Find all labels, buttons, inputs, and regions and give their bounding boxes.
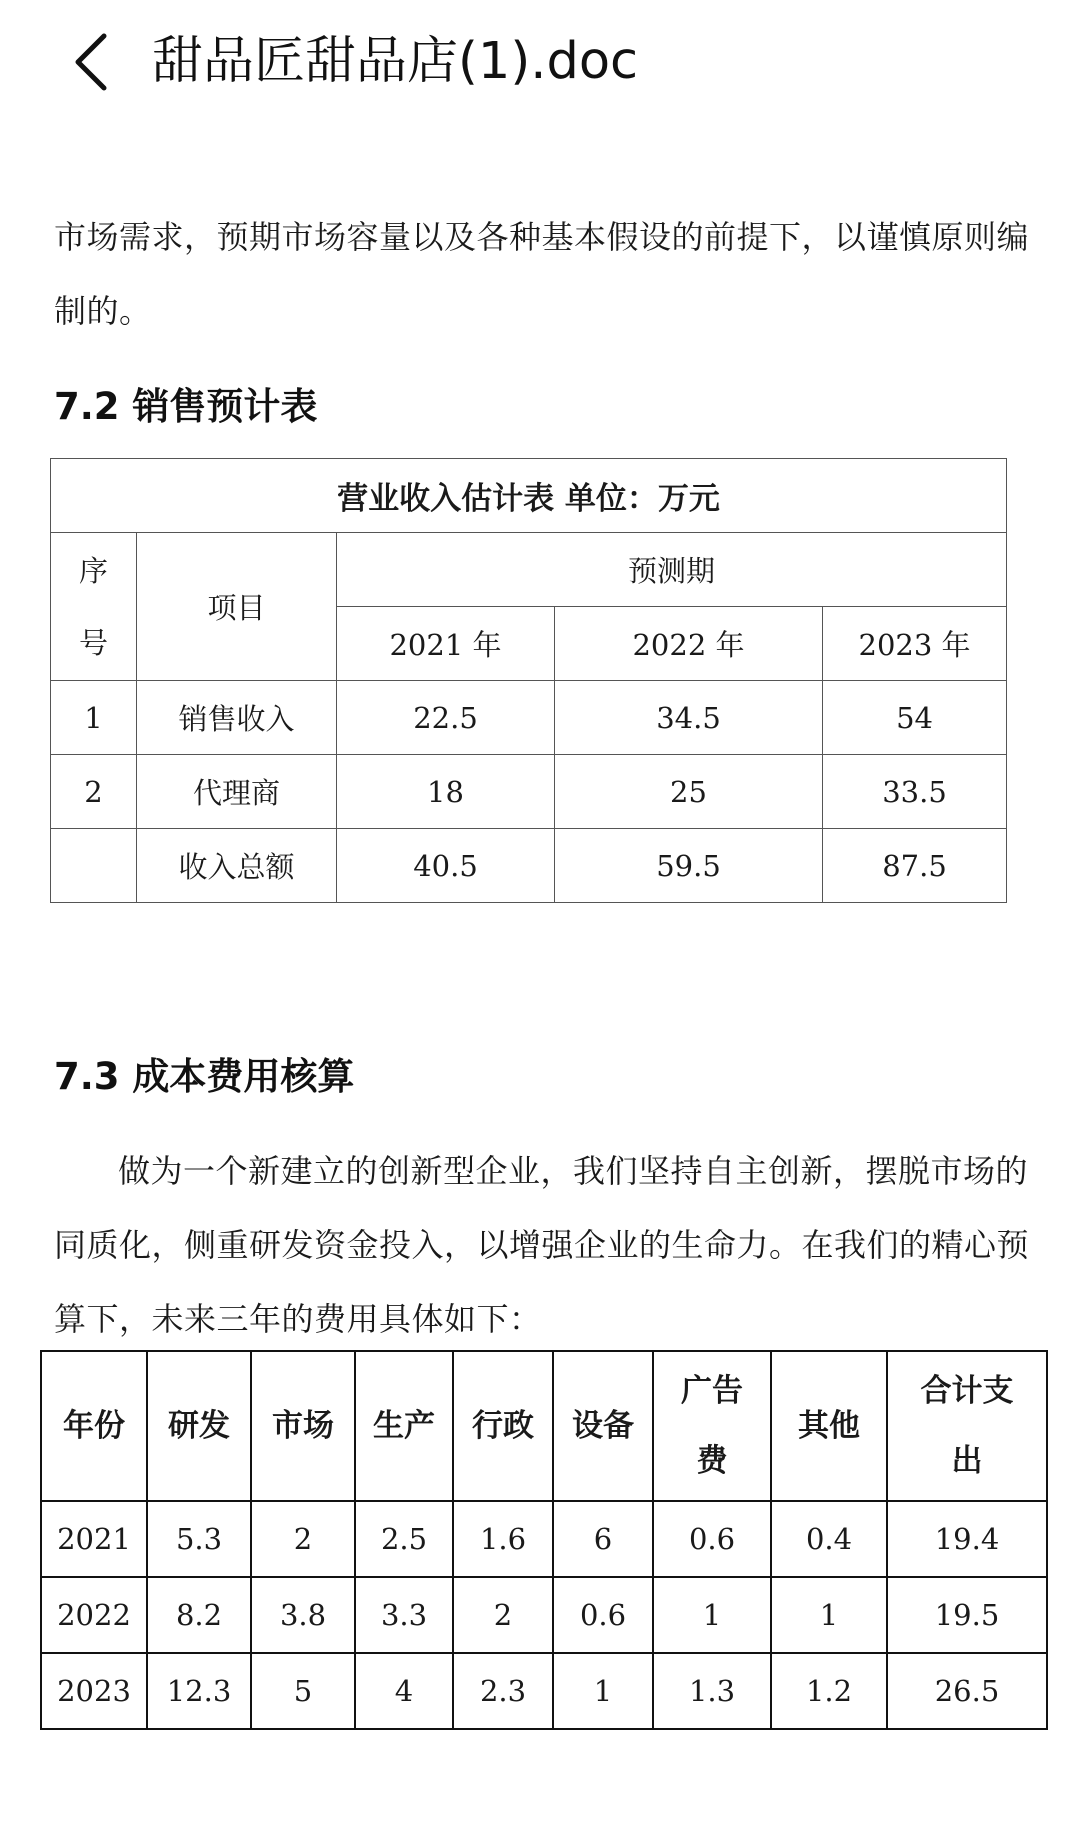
cell: 2 xyxy=(453,1577,553,1653)
header-cell: 其他 xyxy=(771,1351,887,1501)
header-cell: 设备 xyxy=(553,1351,653,1501)
cell: 1 xyxy=(771,1577,887,1653)
header-cell-text: 合计支出 xyxy=(920,1373,1014,1479)
value-cell: 87.5 xyxy=(823,829,1007,903)
cell: 1 xyxy=(553,1653,653,1729)
cell: 5.3 xyxy=(147,1501,251,1577)
seq-cell: 1 xyxy=(51,681,137,755)
year-header: 2021 年 xyxy=(337,607,555,681)
cell: 1.3 xyxy=(653,1653,771,1729)
item-cell: 收入总额 xyxy=(137,829,337,903)
cell: 19.4 xyxy=(887,1501,1047,1577)
cell: 2 xyxy=(251,1501,355,1577)
cell: 2021 xyxy=(41,1501,147,1577)
period-header: 预测期 xyxy=(337,533,1007,607)
section-heading-7-2: 7.2 销售预计表 xyxy=(54,385,318,428)
item-cell: 代理商 xyxy=(137,755,337,829)
section-heading-7-3: 7.3 成本费用核算 xyxy=(54,1055,355,1098)
header-cell xyxy=(887,1351,1047,1501)
value-cell: 25 xyxy=(555,755,823,829)
header-cell: 研发 xyxy=(147,1351,251,1501)
chevron-left-icon xyxy=(60,22,120,102)
cost-paragraph: 做为一个新建立的创新型企业，我们坚持自主创新，摆脱市场的同质化，侧重研发资金投入，以增强企业的生命力。在我们的精心预算下，未来三年的费用具体如下： xyxy=(54,1152,1030,1338)
cell: 1.2 xyxy=(771,1653,887,1729)
year-header: 2023 年 xyxy=(823,607,1007,681)
revenue-estimate-table xyxy=(50,458,1007,903)
value-cell: 33.5 xyxy=(823,755,1007,829)
top-bar xyxy=(0,0,1080,130)
table-row xyxy=(41,1653,1047,1729)
cell: 2.5 xyxy=(355,1501,453,1577)
cell: 3.8 xyxy=(251,1577,355,1653)
cost-table-header-row xyxy=(41,1351,1047,1501)
cell: 6 xyxy=(553,1501,653,1577)
cell: 2023 xyxy=(41,1653,147,1729)
table-row xyxy=(51,681,1007,755)
header-cell xyxy=(653,1351,771,1501)
cell: 1 xyxy=(653,1577,771,1653)
cell: 2022 xyxy=(41,1577,147,1653)
cell: 0.4 xyxy=(771,1501,887,1577)
document-title: 甜品匠甜品店(1).doc xyxy=(152,32,639,91)
seq-cell: 2 xyxy=(51,755,137,829)
year-header: 2022 年 xyxy=(555,607,823,681)
header-cell: 市场 xyxy=(251,1351,355,1501)
table-row xyxy=(41,1577,1047,1653)
item-header: 项目 xyxy=(137,533,337,681)
value-cell: 22.5 xyxy=(337,681,555,755)
header-cell: 年份 xyxy=(41,1351,147,1501)
header-cell-text: 广告费 xyxy=(680,1373,743,1479)
seq-cell xyxy=(51,829,137,903)
cell: 19.5 xyxy=(887,1577,1047,1653)
table-caption: 营业收入估计表 单位：万元 xyxy=(51,459,1007,533)
seq-header xyxy=(51,533,137,681)
back-button[interactable] xyxy=(60,22,120,102)
value-cell: 18 xyxy=(337,755,555,829)
intro-paragraph: 市场需求，预期市场容量以及各种基本假设的前提下，以谨慎原则编制的。 xyxy=(54,218,1030,330)
cell: 12.3 xyxy=(147,1653,251,1729)
value-cell: 54 xyxy=(823,681,1007,755)
value-cell: 40.5 xyxy=(337,829,555,903)
table-row xyxy=(51,755,1007,829)
seq-header-text: 序号 xyxy=(78,553,108,660)
header-cell: 生产 xyxy=(355,1351,453,1501)
cost-table xyxy=(40,1350,1048,1730)
cell: 8.2 xyxy=(147,1577,251,1653)
cell: 1.6 xyxy=(453,1501,553,1577)
value-cell: 59.5 xyxy=(555,829,823,903)
cell: 0.6 xyxy=(553,1577,653,1653)
cell: 5 xyxy=(251,1653,355,1729)
table-row xyxy=(51,829,1007,903)
cell: 0.6 xyxy=(653,1501,771,1577)
header-cell: 行政 xyxy=(453,1351,553,1501)
cell: 26.5 xyxy=(887,1653,1047,1729)
cell: 2.3 xyxy=(453,1653,553,1729)
value-cell: 34.5 xyxy=(555,681,823,755)
item-cell: 销售收入 xyxy=(137,681,337,755)
cell: 4 xyxy=(355,1653,453,1729)
table-row xyxy=(41,1501,1047,1577)
cell: 3.3 xyxy=(355,1577,453,1653)
